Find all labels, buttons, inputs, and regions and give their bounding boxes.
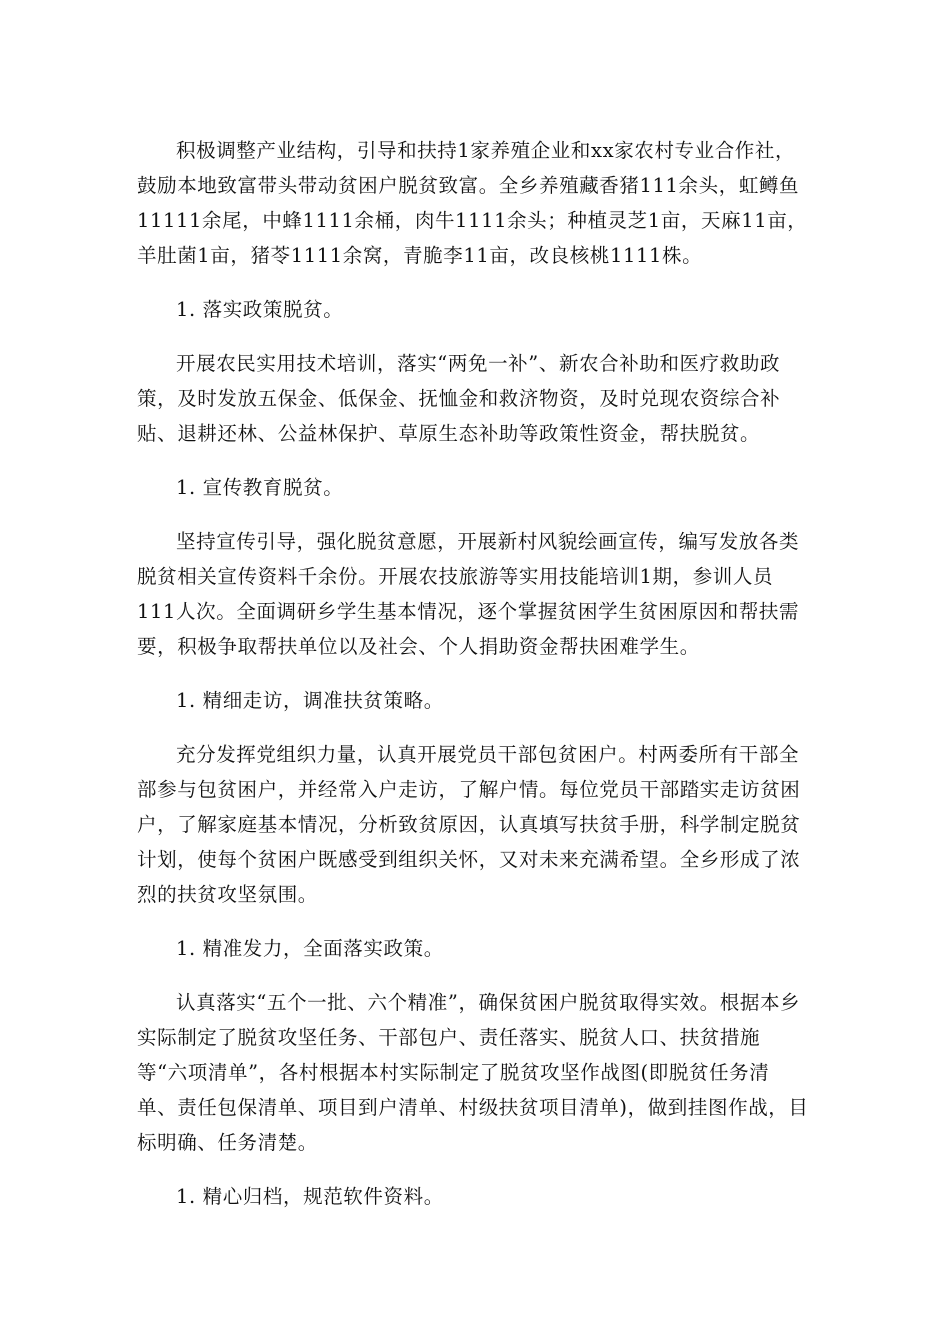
heading-policy: 1. 落实政策脱贫。 (176, 298, 344, 321)
spacer (137, 718, 809, 737)
paragraph-precision: 认真落实“五个一批、六个精准”，确保贫困户脱贫取得实效。根据本乡实际制定了脱贫攻坚任务、干部包户、责任落实、脱贫人口、扶贫措施等“六项清单”，各村根据本村实际制定了脱贫攻坚作战图(即脱贫任务清单、责任包保清单、项目到户清单、村级扶贫项目清单)，做到挂图作战，目标明确、任务清楚。 (137, 991, 809, 1154)
paragraph-industry: 积极调整产业结构，引导和扶持1家养殖企业和xx家农村专业合作社，鼓励本地致富带头带动贫困户脱贫致富。全乡养殖藏香猪111余头，虹鳟鱼11111余尾，中蜂1111余桶，肉牛1111余头；种植灵芝1亩，天麻11亩，羊肚菌1亩，猪苓1111余窝，青脆李11亩，改良核桃1111株。 (137, 139, 808, 267)
paragraph-visits: 充分发挥党组织力量，认真开展党员干部包贫困户。村两委所有干部全部参与包贫困户，并经常入户走访，了解户情。每位党员干部踏实走访贫困户，了解家庭基本情况，分析致贫原因，认真填写扶贫手册，科学制定脱贫计划，使每个贫困户既感受到组织关怀，又对未来充满希望。全乡形成了浓烈的扶贫攻坚氛围。 (137, 743, 801, 906)
spacer (137, 664, 809, 683)
spacer (137, 1160, 809, 1179)
spacer (137, 966, 809, 985)
heading-precision: 1. 精准发力，全面落实政策。 (176, 937, 444, 960)
heading-visits: 1. 精细走访，调准扶贫策略。 (176, 689, 444, 712)
heading-archive: 1. 精心归档，规范软件资料。 (176, 1185, 444, 1208)
paragraph-policy: 开展农民实用技术培训，落实“两免一补”、新农合补助和医疗救助政策，及时发放五保金、低保金、抚恤金和救济物资，及时兑现农资综合补贴、退耕还林、公益林保护、草原生态补助等政策性资金，帮扶脱贫。 (137, 352, 781, 445)
spacer (137, 273, 809, 292)
paragraph-education: 坚持宣传引导，强化脱贫意愿，开展新村风貌绘画宣传，编写发放各类脱贫相关宣传资料千余份。开展农技旅游等实用技能培训1期，参训人员111人次。全面调研乡学生基本情况，逐个掌握贫困学生贫困原因和帮扶需要，积极争取帮扶单位以及社会、个人捐助资金帮扶困难学生。 (137, 530, 800, 658)
spacer (137, 912, 809, 931)
document-page (137, 133, 809, 1214)
heading-education: 1. 宣传教育脱贫。 (176, 476, 344, 499)
spacer (137, 451, 809, 470)
spacer (137, 505, 809, 524)
spacer (137, 327, 809, 346)
